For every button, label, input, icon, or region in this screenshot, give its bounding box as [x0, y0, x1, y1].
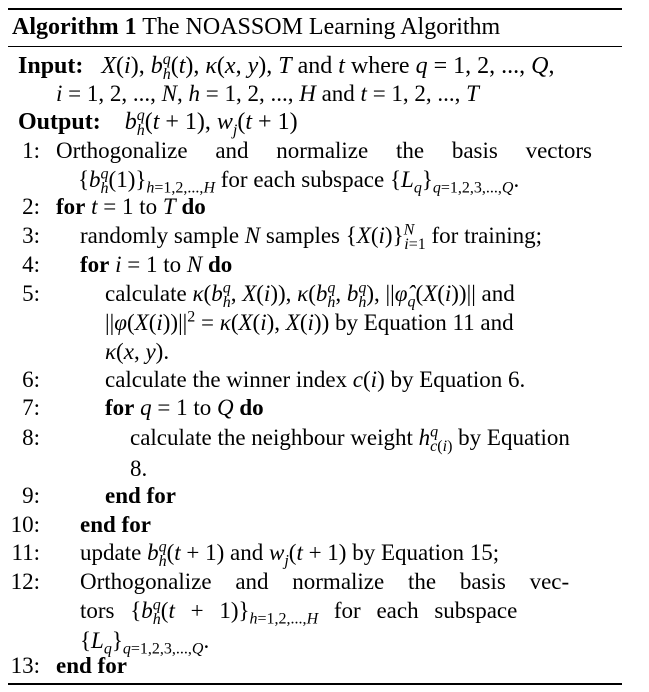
step-number-1: 1: — [22, 138, 40, 163]
step-10-line: end for — [80, 512, 151, 537]
step-7-line: for q = 1 to Q do — [105, 395, 264, 420]
step-6-line: calculate the winner index c(i) by Equation 6. — [105, 367, 526, 392]
step-5-line-2: $||\varphi(X(i))||^2 = \kappa(X(i)$, X(i)) by Equation 11 and — [105, 308, 514, 335]
step-13-line: end for — [56, 653, 127, 678]
input-label: Input: — [18, 53, 84, 79]
step-number-13: 13: — [10, 653, 40, 678]
step-2-line: for t = 1 to T do — [56, 194, 206, 219]
step-number-3: 3: — [22, 223, 40, 248]
step-number-9: 9: — [22, 483, 40, 508]
step-number-2: 2: — [22, 194, 40, 219]
algorithm-title — [12, 12, 500, 42]
step-5-line-3: κ(x, y). — [105, 339, 170, 364]
step-9-line: end for — [105, 483, 176, 508]
input-line-2: i = 1, 2, ..., N, h = 1, 2, ..., H and t = 1, 2, ..., T — [56, 81, 479, 106]
algorithm-label: Algorithm 1 — [12, 14, 137, 40]
output-label: Output: — [18, 109, 101, 135]
step-3-line: randomly sample N samples $\{X(i)\}^N_{i=1}$ for training; — [80, 221, 543, 253]
step-number-8: 8: — [22, 425, 40, 450]
step-number-6: 6: — [22, 367, 40, 392]
step-1-line-1: Orthogonalize and normalize the basis vectors — [56, 138, 592, 163]
output-line: Output: $b^q_h(t + 1)$, $w_j(t + 1)$ — [18, 107, 298, 139]
top-rule — [8, 8, 622, 10]
step-number-5: 5: — [22, 281, 40, 306]
step-8-line-2: 8. — [130, 456, 148, 481]
step-12-line-1: Orthogonalize and normalize the basis vec- — [80, 569, 570, 594]
step-number-7: 7: — [22, 395, 40, 420]
input-line-1: Input: X(i), $b^q_h(t)$, κ(x, y), T and t where q = 1, 2, ..., Q, — [18, 51, 555, 83]
step-4-line: for i = 1 to N do — [80, 252, 233, 277]
bottom-rule — [8, 683, 622, 685]
step-12-line-3: $\{L_q\}_{q=1,2,3,...,Q}$. — [80, 628, 210, 658]
step-12-line-2: tors $\{b^q_h(t + 1)\}_{h=1,2,...,H}$ for each subspace — [80, 596, 518, 628]
step-number-10: 10: — [10, 512, 40, 537]
step-11-line: update $b^q_h(t + 1)$ and $w_j(t + 1)$ by Equation 15; — [80, 538, 500, 570]
step-number-12: 12: — [10, 569, 40, 594]
algorithm-name: The NOASSOM Learning Algorithm — [142, 14, 501, 40]
step-1-line-2: $\{b^q_h(1)\}_{h=1,2,...,H}$ for each subspace $\{L_q\}_{q=1,2,3,...,Q}$. — [78, 165, 520, 197]
title-rule — [8, 46, 622, 47]
step-number-11: 11: — [11, 540, 40, 565]
step-number-4: 4: — [22, 252, 40, 277]
step-5-line-1: calculate $\kappa(b^q_h$, X(i)), $\kappa(b^q_h$, $b^q_h$), $||\varphî_q(X(i))||$ and — [105, 279, 515, 311]
step-8-line-1: calculate the neighbour weight $h^q_{c(i)}$ by Equation — [130, 423, 570, 455]
